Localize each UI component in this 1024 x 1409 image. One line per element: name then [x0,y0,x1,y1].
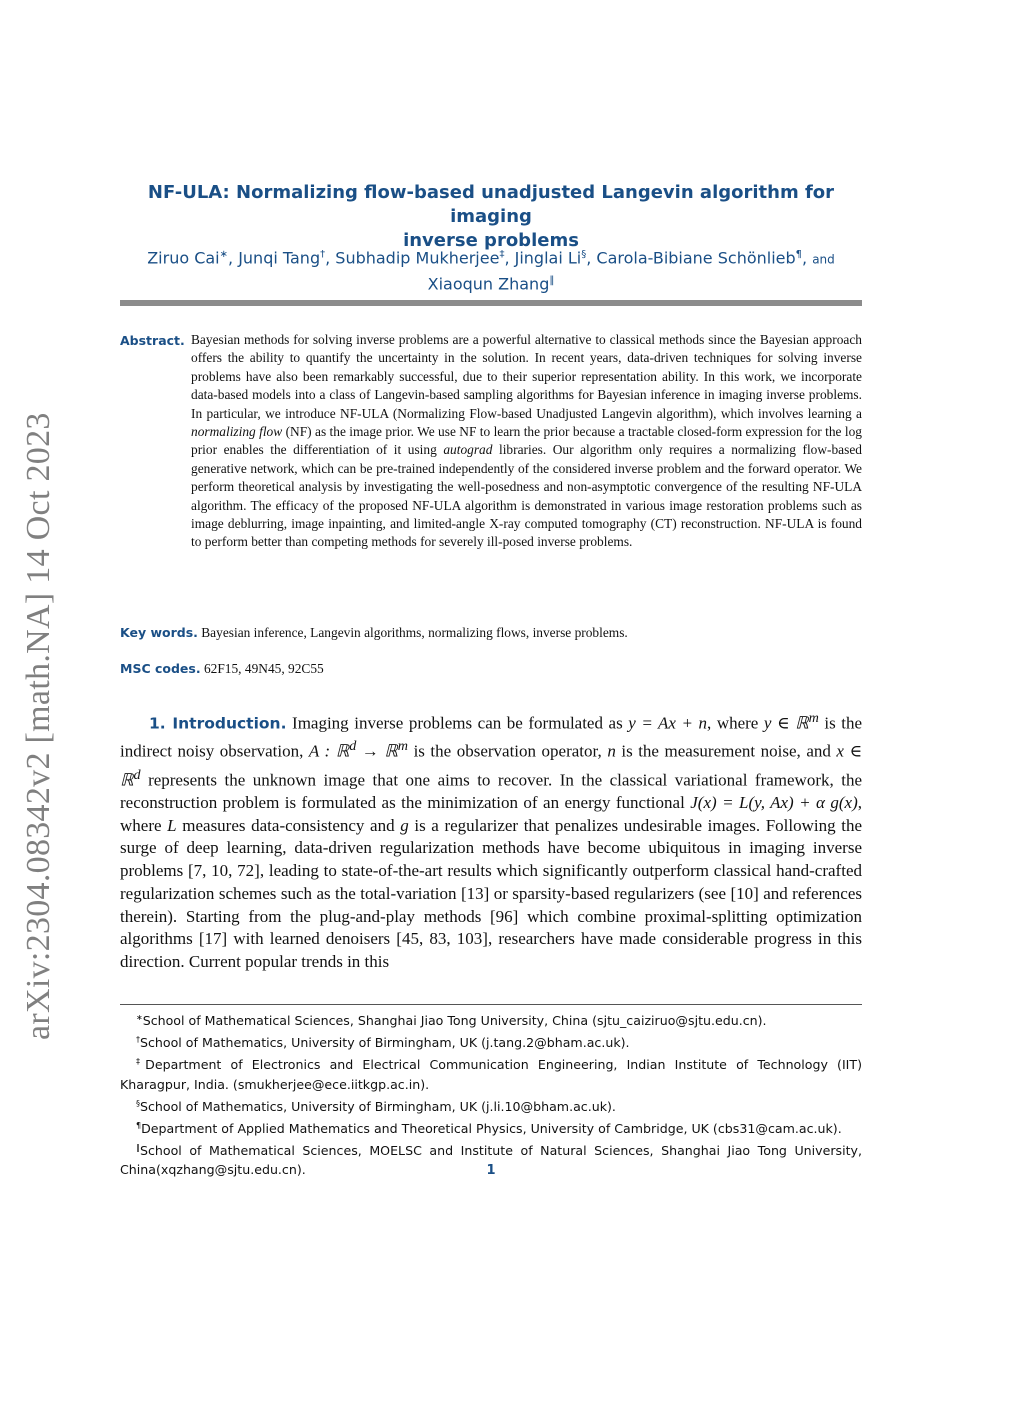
abstract-text: Bayesian methods for solving inverse problems are a powerful alternative to classical methods since the Bayesian approach offers the ability to quantify the uncertainty in the solution. In recent years, data-driven techniques for solving inverse problems have also been remarkably successful, due to their superior representation ability. In this work, we incorporate data-based models into a class of Langevin-based sampling algorithms for Bayesian inference in imaging inverse problems. In particular, we introduce NF-ULA (Normalizing Flow-based Unadjusted Langevin algorithm), which involves learning a [191,332,862,421]
footnote-mark: ∗ [136,1013,143,1022]
author-name[interactable]: Subhadip Mukherjee [335,248,500,268]
math-inline: → ℝ [361,742,398,762]
affiliation-mark: ∗ [219,249,229,260]
affiliation-mark: ¶ [795,249,803,260]
keywords-label: Key words. [120,625,198,640]
math-inline: y = Ax + n [628,713,708,733]
footnote-text: School of Mathematics, University of Birmingham, UK (j.tang.2@bham.ac.uk). [140,1035,630,1051]
math-superscript: d [133,766,141,783]
footnote-text: Department of Electronics and Electrical Communication Engineering, Indian Institute of Technology (IIT) Kharagpur, India. (smukherjee@ece.iitkgp.ac.in). [120,1057,863,1092]
keywords-text: Bayesian inference, Langevin algorithms, normalizing flows, inverse problems. [201,625,628,640]
footnote-text: School of Mathematical Sciences, MOELSC and Institute of Natural Sciences, Shanghai Jiao Tong University, China(xqzhang@sjtu.edu.cn). [120,1143,862,1178]
intro-text: , where [707,713,759,733]
intro-text: Imaging inverse problems can be formulated as [292,713,623,733]
footnote-mark: ‡ [136,1057,146,1067]
affiliation-mark: ‡ [499,249,505,260]
abstract-body [191,331,862,552]
footnote [120,1030,862,1052]
abstract-emphasis: autograd [443,442,493,458]
math-inline: L [167,815,177,835]
abstract-emphasis: normalizing flow [191,424,283,440]
math-superscript: m [397,738,409,755]
footnote-text: School of Mathematical Sciences, Shanghai Jiao Tong University, China (sjtu_caiziruo@sjtu.edu.cn). [142,1013,767,1029]
author-name[interactable]: Carola-Bibiane Schönlieb [596,248,796,268]
math-inline: J(x) = L(y, Ax) + α g(x) [690,793,858,813]
keywords [120,624,862,642]
author-name[interactable]: Ziruo Cai [147,248,220,268]
author-name[interactable]: Jinglai Li [514,248,582,268]
footnote-text: School of Mathematics, University of Birmingham, UK (j.li.10@bham.ac.uk). [140,1098,616,1114]
intro-text: represents the unknown image that one aims to recover. In the classical variational framework, the reconstruction problem is formulated as the minimization of an energy functional [120,770,863,813]
and-word: and [812,252,835,267]
author-line-2 [120,270,862,295]
author-line-1: Ziruo Cai∗, Junqi Tang†, Subhadip Mukherjee‡, Jinglai Li§, Carola-Bibiane Schönlieb¶, and [147,248,835,268]
math-inline: x ∈ ℝ [120,742,863,790]
intro-text: is the measurement noise, and [621,742,831,762]
page-number: 1 [486,1163,496,1178]
math-inline: y ∈ ℝ [763,713,809,733]
math-inline: A : ℝ [308,742,350,762]
title-line-2: inverse problems [403,230,579,251]
abstract-label: Abstract. [120,333,185,348]
footnote [120,1116,862,1138]
intro-text: measures data-consistency and [182,815,395,835]
author-name[interactable]: Junqi Tang [238,248,321,268]
abstract [120,331,862,552]
footnotes [120,1008,862,1179]
footnote [120,1052,862,1093]
paper-title [120,181,862,253]
math-inline: g [400,815,409,835]
footnote-mark: ‖ [136,1142,140,1152]
msc-text: 62F15, 49N45, 92C55 [203,661,324,676]
footnote-mark: † [136,1035,140,1045]
introduction-section [120,707,862,974]
footnote-mark: ¶ [136,1120,142,1130]
affiliation-mark: § [581,249,587,260]
footnote [120,1094,862,1116]
intro-text: is a regularizer that penalizes undesirable images. Following the surge of deep learning, data-driven regularization methods have become ubiquitous in imaging inverse problems [7, 10, 72], leading to state-of-the-art results which significantly outperform classical hand-crafted regularization schemes such as the total-variation [13] or sparsity-based regularizers (see [10] and references therein). Starting from the plug-and-play methods [96] which combine proximal-splitting optimization algorithms [17] with learned denoisers [45, 83, 103], researchers have made considerable progress in this direction. Current popular trends in this [120,815,862,971]
author-name[interactable]: Xiaoqun Zhang [427,274,550,294]
footnote-mark: § [136,1098,140,1108]
math-superscript: m [808,710,819,726]
section-heading: 1. Introduction. [149,714,287,733]
title-line-1: NF-ULA: Normalizing flow-based unadjusted Langevin algorithm for imaging [147,182,835,227]
author-list [120,244,862,296]
msc-codes [120,660,862,678]
affiliation-mark: † [320,249,326,260]
intro-text: is the observation operator, [413,742,602,762]
intro-text: , where [120,793,863,835]
footnote [120,1008,862,1030]
abstract-text: (NF) as the image prior. We use NF to learn the prior because a tractable closed-form expression for the log prior enables the differentiation of it using [191,424,862,458]
footnote-rule [120,1004,862,1005]
math-inline: n [607,742,616,762]
msc-label: MSC codes. [120,661,201,676]
footnote-text: Department of Applied Mathematics and Theoretical Physics, University of Cambridge, UK (cbs31@cam.ac.uk). [141,1120,842,1136]
abstract-text: libraries. Our algorithm only requires a normalizing flow-based generative network, which can be pre-trained independently of the considered inverse problem and the forward operator. We perform theoretical analysis by investigating the well-posedness and non-asymptotic convergence of the resulting NF-ULA algorithm. The efficacy of the proposed NF-ULA algorithm is demonstrated in various image restoration problems such as image deblurring, image inpainting, and limited-angle X-ray computed tomography (CT) reconstruction. NF-ULA is found to perform better than competing methods for severely ill-posed inverse problems. [191,442,862,550]
math-superscript: d [349,738,357,755]
intro-text: is the indirect noisy observation, [120,713,863,762]
affiliation-mark: ‖ [549,275,555,287]
title-rule [120,300,862,306]
arxiv-stamp: arXiv:2304.08342v2 [math.NA] 14 Oct 2023 [20,412,57,1040]
